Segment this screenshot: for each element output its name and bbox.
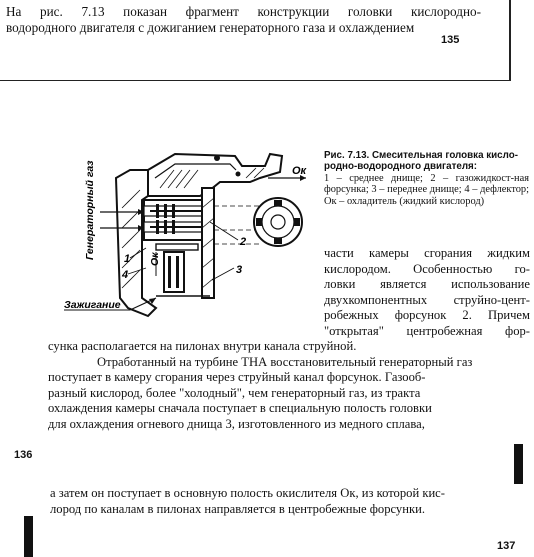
label-3: 3: [236, 264, 243, 276]
text-line: части камеры сгорания жидким: [324, 246, 530, 260]
page-number-137: 137: [497, 540, 516, 552]
label-2: 2: [240, 236, 247, 248]
page-number-135: 135: [441, 34, 460, 46]
figure-caption: [324, 150, 529, 207]
text-line: для охлаждения огневого днища 3, изготовленного из медного сплава,: [48, 416, 425, 431]
text-line: водородного двигателя с дожиганием генераторного газа и охлаждением: [6, 20, 415, 35]
text-line: На рис. 7.13 показан фрагмент конструкции головки кислородно-: [6, 4, 481, 19]
label-4: 4: [122, 269, 129, 281]
text-line: робежных форсунок 2. Причем: [324, 308, 530, 322]
label-ok-mid: Ок: [149, 252, 161, 266]
text-line: а затем он поступает в основную полость окислителя Ок, из которой кис-: [50, 486, 445, 500]
scan-edge-mark: [514, 444, 523, 484]
text-line: ловки является использование: [324, 277, 530, 291]
text-line: охлаждения камеры сначала поступает в специальную полость головки: [48, 401, 432, 415]
page-border-vertical: [509, 0, 511, 80]
page-136-text: [43, 339, 530, 432]
text-line: поступает в камеру сгорания через струйный канал форсунок. Газооб-: [48, 370, 426, 384]
text-line: разный кислород, более "холодный", чем генераторный газ, из тракта: [48, 385, 421, 400]
page-border-horizontal: [0, 80, 511, 81]
page-137-text: [50, 486, 520, 517]
page-135-text: [6, 4, 481, 36]
text-line: сунка располагается на пилонах внутри канала струйной.: [48, 339, 357, 353]
caption-body: 1 – среднее днище; 2 – газожидкост-ная форсунка; 3 – переднее днище; 4 – дефлектор; Ок – охладитель (жидкий кислород): [324, 172, 529, 207]
caption-title: Рис. 7.13. Смесительная головка кисло-родно-водородного двигателя:: [324, 150, 518, 173]
label-generator-gas: Генераторный газ: [84, 160, 96, 260]
label-ignition: Зажигание: [64, 299, 121, 311]
text-line: двухкомпонентных струйно-цент-: [324, 292, 530, 307]
scan-edge-mark: [24, 516, 33, 557]
page-number-136: 136: [14, 449, 33, 461]
text-line: Отработанный на турбине ТНА восстановительный генераторный газ: [97, 354, 473, 369]
label-ok-top: Ок: [292, 165, 307, 177]
label-1: 1: [124, 253, 131, 265]
mixing-head-drawing: [60, 148, 325, 348]
text-line: кислородом. Особенностью го-: [324, 261, 530, 276]
right-column-text: [324, 246, 530, 339]
text-line: лород по каналам в пилонах направляется в центробежные форсунки.: [50, 501, 425, 516]
text-line: "открытая" центробежная фор-: [324, 323, 530, 338]
